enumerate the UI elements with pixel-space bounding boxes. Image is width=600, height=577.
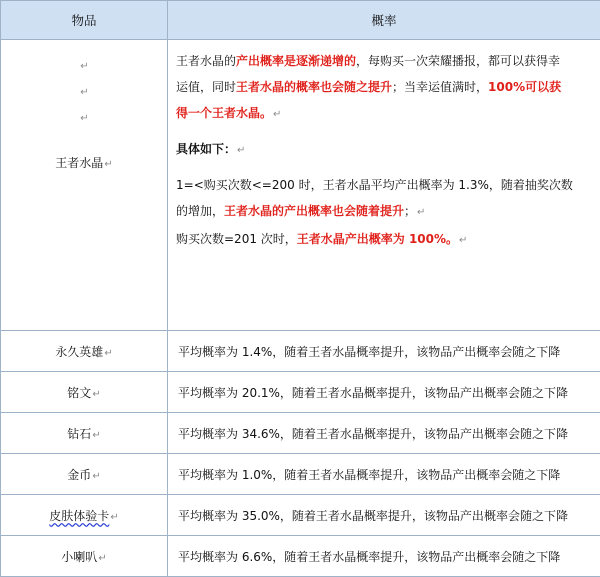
item-name: 铭文↵ <box>1 372 168 413</box>
item-probability: 平均概率为 35.0%，随着王者水晶概率提升，该物品产出概率会随之下降 <box>168 495 600 536</box>
crystal-line-3: 得一个王者水晶。↵ <box>176 100 590 128</box>
item-name: 永久英雄↵ <box>1 331 168 372</box>
crystal-description <box>168 40 600 331</box>
table-row <box>1 372 600 413</box>
item-probability: 平均概率为 34.6%，随着王者水晶概率提升，该物品产出概率会随之下降 <box>168 413 600 454</box>
crystal-line-1: 王者水晶的产出概率是逐渐递增的，每购买一次荣耀播报，都可以获得幸 <box>176 48 590 74</box>
item-name: 小喇叭↵ <box>1 536 168 577</box>
crystal-line-5: 的增加，王者水晶的产出概率也会随着提升；↵ <box>176 198 590 226</box>
paragraph-mark: ↵ <box>80 54 88 80</box>
crystal-line-2: 运值，同时王者水晶的概率也会随之提升；当幸运值满时，100%可以获 <box>176 74 590 100</box>
crystal-line-6: 购买次数=201 次时，王者水晶产出概率为 100%。↵ <box>176 226 590 254</box>
table-row <box>1 495 600 536</box>
item-probability: 平均概率为 1.4%，随着王者水晶概率提升，该物品产出概率会随之下降 <box>168 331 600 372</box>
item-name: 金币↵ <box>1 454 168 495</box>
table-row <box>1 413 600 454</box>
header-probability: 概率 <box>168 1 600 40</box>
crystal-details-title: 具体如下：↵ <box>176 136 590 164</box>
crystal-name-cell <box>1 40 168 331</box>
item-probability: 平均概率为 20.1%，随着王者水晶概率提升，该物品产出概率会随之下降 <box>168 372 600 413</box>
crystal-line-4: 1=<购买次数<=200 时，王者水晶平均产出概率为 1.3%，随着抽奖次数 <box>176 172 590 198</box>
paragraph-mark: ↵ <box>80 80 88 106</box>
paragraph-mark: ↵ <box>80 106 88 132</box>
crystal-name: 王者水晶↵ <box>55 154 112 171</box>
header-item: 物品 <box>1 1 168 40</box>
table-row <box>1 536 600 577</box>
table-row <box>1 454 600 495</box>
table-row-crystal <box>1 40 600 331</box>
header-row <box>1 1 600 40</box>
item-name: 皮肤体验卡↵ <box>1 495 168 536</box>
item-probability: 平均概率为 1.0%，随着王者水晶概率提升，该物品产出概率会随之下降 <box>168 454 600 495</box>
item-name: 钻石↵ <box>1 413 168 454</box>
table-row <box>1 331 600 372</box>
item-probability: 平均概率为 6.6%，随着王者水晶概率提升，该物品产出概率会随之下降 <box>168 536 600 577</box>
